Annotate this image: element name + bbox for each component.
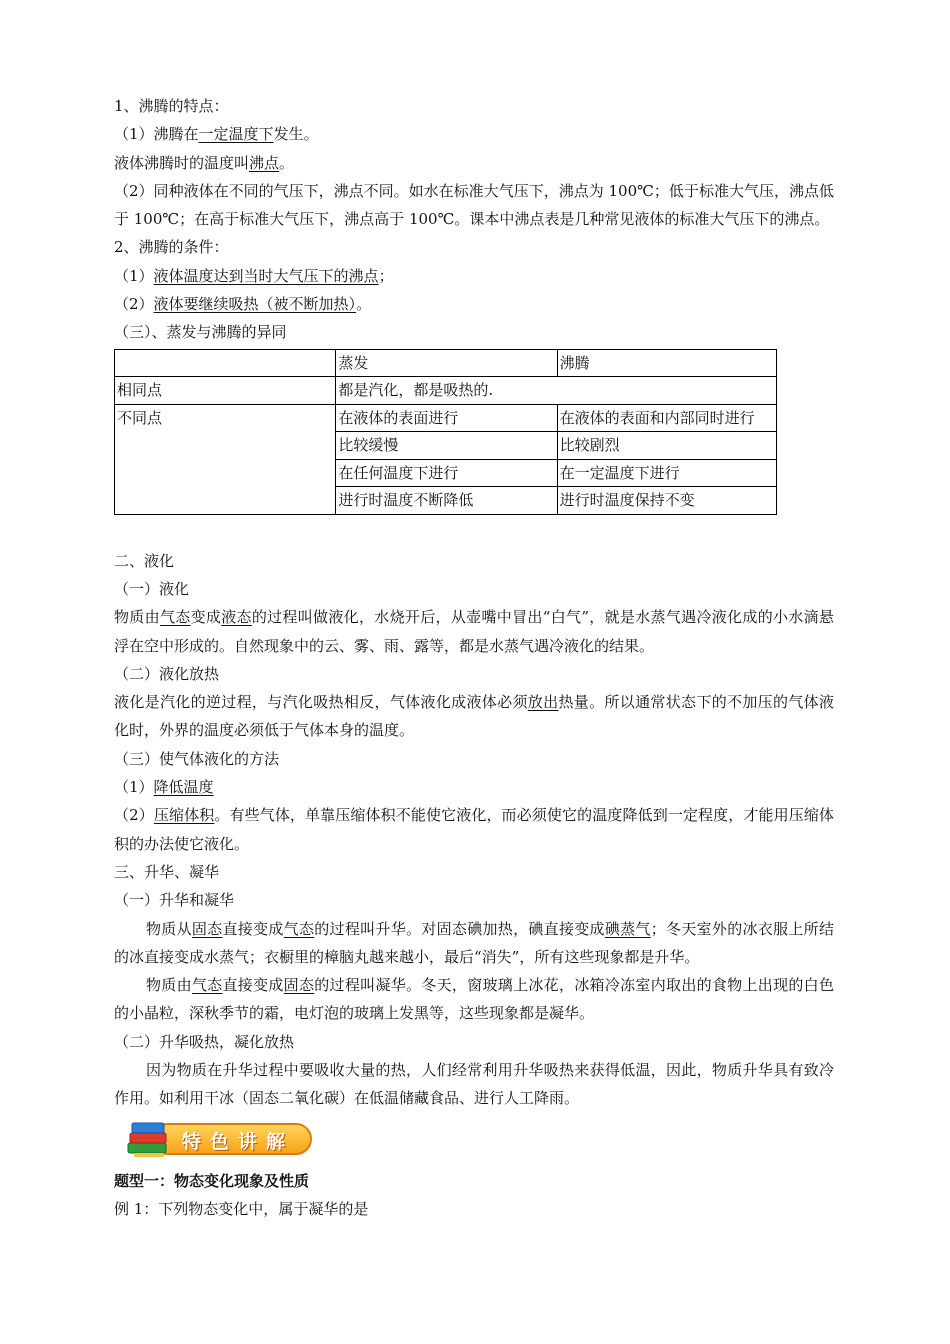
liquefaction-section-1: （一）液化 (114, 579, 190, 598)
liquefaction-section-2: （二）液化放热 (114, 664, 220, 683)
boiling-condition-2: （2）液体要继续吸热（被不断加热）。 (114, 295, 372, 314)
table-cell: 进行时温度不断降低 (336, 487, 557, 515)
comparison-heading: （三）、蒸发与沸腾的异同 (114, 323, 287, 342)
sublimation-definition: 物质从固态直接变成气态的过程叫升华。对固态碘加热，碘直接变成碘蒸气；冬天室外的冰衣服上所结的冰直接变成水蒸气；衣橱里的樟脑丸越来越小，最后“消失”，所有这些现象都是升华。 (114, 919, 834, 966)
table-header-evaporation: 蒸发 (336, 349, 557, 377)
evaporation-boiling-table (114, 349, 777, 515)
feature-banner (118, 1117, 318, 1161)
table-cell: 比较缓慢 (336, 432, 557, 460)
liquefaction-method-2: （2）压缩体积。有些气体，单靠压缩体积不能使它液化，而必须使它的温度降低到一定程度，才能用压缩体积的办法使它液化。 (114, 806, 834, 853)
boiling-conditions-heading: 2、沸腾的条件： (114, 238, 229, 257)
table-row (115, 377, 777, 405)
books-icon (124, 1117, 172, 1161)
liquefaction-section-3: （三）使气体液化的方法 (114, 749, 280, 768)
table-cell: 在任何温度下进行 (336, 459, 557, 487)
boiling-feature-2: （2）同种液体在不同的气压下，沸点不同。如水在标准大气压下，沸点为 100℃；低于标准大气压，沸点低于 100℃；在高于标准大气压下，沸点高于 100℃。课本中沸点表是几种常见液体的标准大气压下的沸点。 (114, 181, 834, 229)
table-cell: 比较剧烈 (557, 432, 776, 460)
table-cell-same-text: 都是汽化，都是吸热的. (336, 377, 777, 405)
problem-type-title: 题型一：物态变化现象及性质 (114, 1171, 310, 1190)
table-cell-same-label: 相同点 (115, 377, 336, 405)
boiling-point-definition: 液体沸腾时的温度叫沸点。 (114, 153, 295, 172)
boiling-feature-1: （1）沸腾在一定温度下发生。 (114, 125, 319, 144)
table-header-boiling: 沸腾 (557, 349, 776, 377)
table-cell-diff-label: 不同点 (115, 404, 336, 514)
table-row (115, 349, 777, 377)
spacer (114, 519, 834, 547)
liquefaction-title: 二、液化 (114, 551, 175, 570)
table-cell (115, 349, 336, 377)
table-cell: 在液体的表面进行 (336, 404, 557, 432)
boiling-condition-1: （1）液体温度达到当时大气压下的沸点； (114, 266, 394, 285)
liquefaction-definition: 物质由气态变成液态的过程叫做液化，水烧开后，从壶嘴中冒出“白气”，就是水蒸气遇冷液化成的小水滴悬浮在空中形成的。自然现象中的云、雾、雨、露等，都是水蒸气遇冷液化的结果。 (114, 608, 834, 655)
example-1: 例 1：下列物态变化中，属于凝华的是 (114, 1199, 369, 1218)
liquefaction-heat-paragraph: 液化是汽化的逆过程，与汽化吸热相反，气体液化成液体必须放出热量。所以通常状态下的不加压的气体液化时，外界的温度必须低于气体本身的温度。 (114, 693, 834, 740)
sublimation-section-2: （二）升华吸热，凝化放热 (114, 1032, 295, 1051)
table-cell: 在液体的表面和内部同时进行 (557, 404, 776, 432)
banner-label: 特色讲解 (182, 1130, 295, 1153)
table-cell: 在一定温度下进行 (557, 459, 776, 487)
boiling-features-heading: 1、沸腾的特点： (114, 97, 229, 115)
sublimation-heat-paragraph: 因为物质在升华过程中要吸收大量的热，人们经常利用升华吸热来获得低温，因此，物质升华具有致冷作用。如利用干冰（固态二氧化碳）在低温储藏食品、进行人工降雨。 (114, 1061, 834, 1108)
document-page (114, 92, 834, 1223)
sublimation-section-1: （一）升华和凝华 (114, 891, 235, 910)
deposition-definition: 物质由气态直接变成固态的过程叫凝华。冬天，窗玻璃上冰花，冰箱冷冻室内取出的食物上出现的白色的小晶粒，深秋季节的霜，电灯泡的玻璃上发黑等，这些现象都是凝华。 (114, 976, 834, 1023)
table-row (115, 404, 777, 432)
liquefaction-method-1: （1）降低温度 (114, 778, 214, 797)
table-cell: 进行时温度保持不变 (557, 487, 776, 515)
sublimation-title: 三、升华、凝华 (114, 862, 220, 881)
